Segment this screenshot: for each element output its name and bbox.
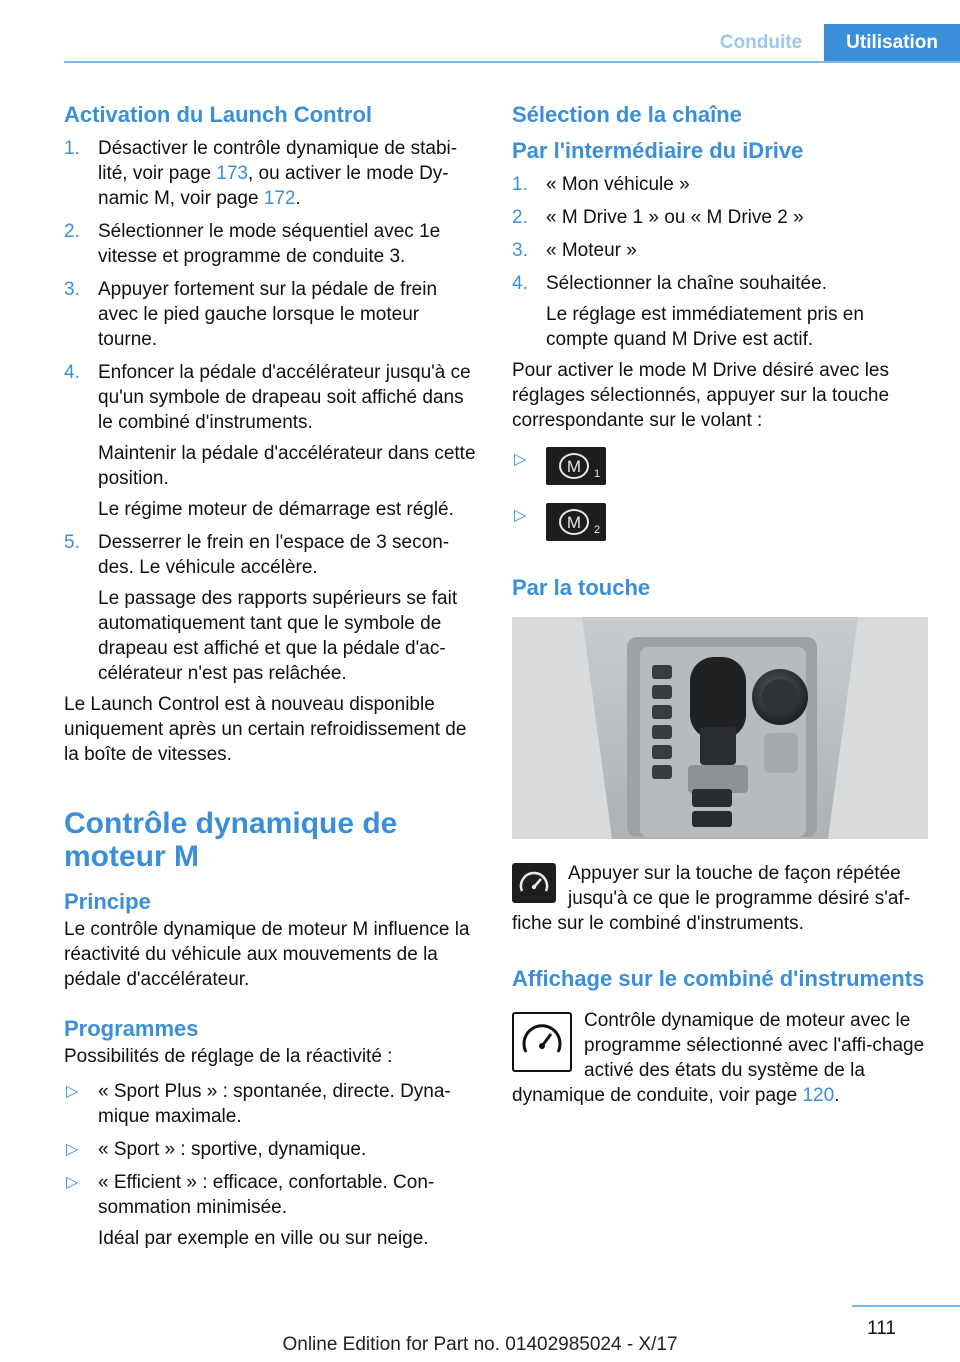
display-text: Contrôle dynamique de moteur avec le programme sélectionné avec l'affi-chage activé des états du système de la dynamique de conduite, voir page [512, 1010, 925, 1106]
step-item [512, 172, 928, 197]
mdrive-text: Pour activer le mode M Drive désiré avec les réglages sélectionnés, appuyer sur la touche correspondante sur le volant : [512, 360, 890, 431]
step-number: 1. [512, 174, 528, 195]
step-item [512, 238, 928, 263]
step-item [64, 530, 476, 580]
section-title-engine-dynamics: Contrôle dynamique de moteur M [64, 807, 398, 873]
list-item [64, 1170, 476, 1220]
svg-text:M: M [566, 513, 582, 532]
touch-text: Appuyer sur la touche de façon répétée jusqu'à ce que le programme désiré s'af-fiche sur le combiné d'instruments. [512, 863, 911, 934]
step-item [64, 277, 476, 352]
touch-paragraph [512, 861, 928, 936]
step-number: 2. [512, 207, 528, 228]
step-number: 2. [64, 221, 80, 242]
step-subtext: Le réglage est immédiatement pris en compte quand M Drive est actif. [546, 304, 864, 350]
step-item [64, 360, 476, 435]
step-text: Sélectionner le mode séquentiel avec 1e vitesse et programme de conduite 3. [98, 221, 441, 267]
triangle-bullet-icon: ▷ [514, 451, 527, 468]
display-title: Affichage sur le combiné d'instruments [512, 966, 925, 991]
header-rule [64, 61, 960, 63]
step-text: Enfoncer la pédale d'accélérateur jusqu'à ce qu'un symbole de drapeau soit affiché dans le combiné d'instruments. [98, 362, 471, 433]
m1-button-icon [546, 447, 606, 485]
step-text: Desserrer le frein en l'espace de 3 secon-des. Le véhicule accélère. [98, 532, 450, 578]
right-column [512, 100, 928, 1108]
step-number: 1. [64, 138, 80, 159]
step-number: 3. [64, 279, 80, 300]
triangle-bullet-icon: ▷ [66, 1141, 79, 1158]
step-subtext: Maintenir la pédale d'accélérateur dans cette position. [98, 443, 476, 489]
step-text: « Mon véhicule » [546, 174, 690, 195]
step-subtext: Le passage des rapports supérieurs se fait automatiquement tant que le symbole de drapeau est affiché et que la pédale d'ac-célérateur n'est pas relâchée. [98, 588, 458, 684]
launch-note: Le Launch Control est à nouveau disponible uniquement après un certain refroidissement de la boîte de vitesses. [64, 694, 467, 765]
list-item-text: « Sport Plus » : spontanée, directe. Dyna-mique maximale. [98, 1081, 451, 1127]
speedometer-icon [512, 863, 556, 903]
m1-button-item [512, 447, 928, 489]
step-item [512, 271, 928, 296]
step-number: 4. [512, 273, 528, 294]
step-text: Désactiver le contrôle dynamique de stabi-lité, voir page [98, 138, 458, 184]
section-title-channel: Sélection de la chaîne [512, 102, 742, 127]
m2-button-icon [546, 503, 606, 541]
left-column [64, 100, 476, 1251]
tab-conduite[interactable]: Conduite [698, 24, 824, 62]
step-text: « Moteur » [546, 240, 637, 261]
header-tabs [698, 24, 960, 62]
triangle-bullet-icon: ▷ [66, 1083, 79, 1100]
section-title-launch-control: Activation du Launch Control [64, 102, 372, 127]
tab-utilisation[interactable]: Utilisation [824, 24, 960, 62]
step-number: 4. [64, 362, 80, 383]
triangle-bullet-icon: ▷ [514, 507, 527, 524]
list-item [64, 1137, 476, 1162]
edition-line: Online Edition for Part no. 01402985024 - X/17 [282, 1334, 678, 1355]
principe-title: Principe [64, 889, 151, 914]
step-text: . [295, 188, 301, 209]
step-item [64, 136, 476, 211]
list-item-subtext: Idéal par exemple en ville ou sur neige. [98, 1228, 429, 1249]
display-text-end: . [834, 1085, 840, 1106]
footer-rule [852, 1305, 960, 1307]
svg-text:2: 2 [594, 524, 601, 536]
page-number: 111 [867, 1318, 896, 1339]
step-number: 3. [512, 240, 528, 261]
triangle-bullet-icon: ▷ [66, 1174, 79, 1191]
step-text: « M Drive 1 » ou « M Drive 2 » [546, 207, 804, 228]
step-text: , ou activer le mode Dy-namic M, voir page [98, 163, 449, 209]
m2-button-item [512, 503, 928, 545]
display-paragraph [512, 1008, 928, 1108]
touch-title: Par la touche [512, 575, 651, 600]
center-console-photo [512, 617, 928, 839]
list-item [64, 1079, 476, 1129]
step-text: Appuyer fortement sur la pédale de frein avec le pied gauche lorsque le moteur tourne. [98, 279, 438, 350]
step-item [64, 219, 476, 269]
page-link[interactable]: 120 [802, 1085, 835, 1106]
list-item-text: « Efficient » : efficace, confortable. Con-sommation minimisée. [98, 1172, 435, 1218]
subsection-title-idrive: Par l'intermédiaire du iDrive [512, 138, 804, 163]
principe-text: Le contrôle dynamique de moteur M influence la réactivité du véhicule aux mouvements de la pédale d'accélérateur. [64, 919, 470, 990]
speedometer-outline-icon [512, 1012, 572, 1072]
step-number: 5. [64, 532, 80, 553]
list-item-text: « Sport » : sportive, dynamique. [98, 1139, 367, 1160]
page-link[interactable]: 173 [216, 163, 248, 184]
svg-text:M: M [566, 457, 582, 476]
programmes-title: Programmes [64, 1016, 199, 1041]
svg-text:1: 1 [594, 468, 601, 480]
step-item [512, 205, 928, 230]
page-link[interactable]: 172 [263, 188, 296, 209]
programmes-intro: Possibilités de réglage de la réactivité : [64, 1046, 393, 1067]
step-subtext: Le régime moteur de démarrage est réglé. [98, 499, 454, 520]
step-text: Sélectionner la chaîne souhaitée. [546, 273, 827, 294]
